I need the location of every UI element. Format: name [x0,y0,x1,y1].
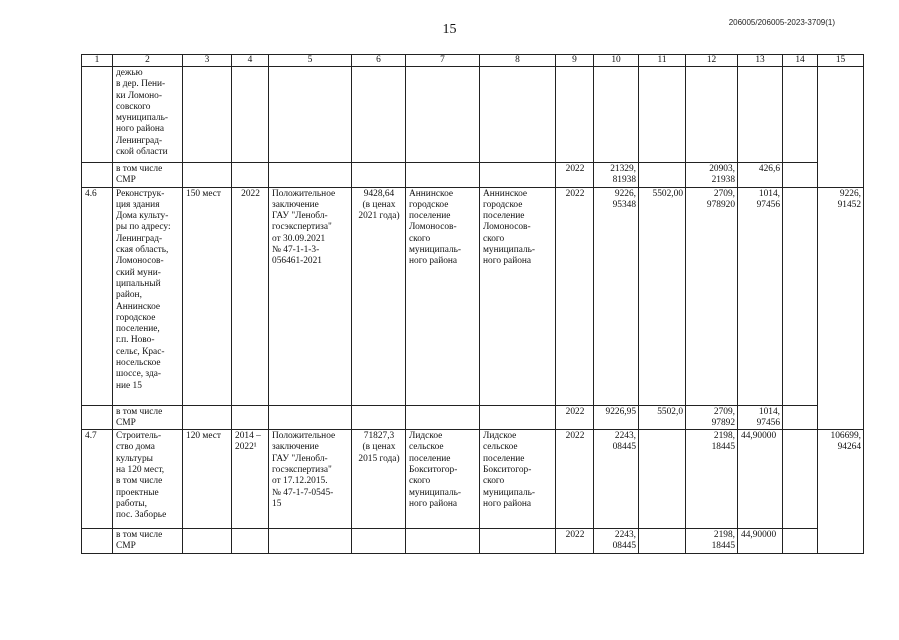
amount-cell: 2198, 18445 [686,529,738,554]
customer-cell: Лидское сельское поселение Бокситогор- ского муниципаль- ного района [406,430,480,529]
table-row-item-4-6 [82,187,864,405]
amount-cell [783,187,818,405]
column-number: 7 [406,55,480,67]
column-number: 14 [783,55,818,67]
amount-cell: 1014, 97456 [738,187,783,405]
amount-cell: 2709, 978920 [686,187,738,405]
amount-cell [783,430,818,529]
amount-cell [639,430,686,529]
column-number: 10 [594,55,639,67]
year-cell: 2022 [556,529,594,554]
cost-cell: 9428,64 (в ценах 2021 года) [352,187,406,405]
amount-cell: 5502,00 [639,187,686,405]
item-number: 4.7 [82,430,113,529]
customer-cell: Аннинское городское поселение Ломоносов- ского муниципаль- ного района [406,187,480,405]
column-number: 2 [113,55,183,67]
column-number: 8 [480,55,556,67]
column-number: 5 [269,55,352,67]
object-name-cell: дежью в дер. Пени- ки Ломоно- совского муниципаль- ного района Ленинград- ской области [113,67,183,163]
years-cell: 2014 – 2022¹ [232,430,269,529]
years-cell: 2022 [232,187,269,405]
table-row-item-4-7 [82,430,864,529]
year-cell: 2022 [556,187,594,405]
column-number: 1 [82,55,113,67]
year-cell: 2022 [556,405,594,430]
column-number: 3 [183,55,232,67]
amount-cell: 9226, 91452 [818,187,864,430]
column-number: 11 [639,55,686,67]
table-row-prev-smr [82,163,864,188]
column-number: 4 [232,55,269,67]
amount-cell: 20903, 21938 [686,163,738,188]
amount-cell: 9226, 95348 [594,187,639,405]
amount-cell: 2243, 08445 [594,430,639,529]
object-name-cell: Строитель- ство дома культуры на 120 мест, в том числе проектные работы, пос. Заборье [113,430,183,529]
amount-cell: 44,90000 [738,529,783,554]
recipient-cell: Аннинское городское поселение Ломоносов- ского муниципаль- ного района [480,187,556,405]
column-number: 15 [818,55,864,67]
amount-cell: 9226,95 [594,405,639,430]
amount-cell: 2198, 18445 [686,430,738,529]
smr-label: в том числе СМР [113,405,183,430]
smr-label: в том числе СМР [113,163,183,188]
amount-cell: 106699, 94264 [818,430,864,554]
capacity-cell: 120 мест [183,430,232,529]
expertise-cell: Положительное заключение ГАУ "Ленобл- госэкспертиза" от 17.12.2015. № 47-1-7-0545- 15 [269,430,352,529]
amount-cell: 5502,0 [639,405,686,430]
smr-label: в том числе СМР [113,529,183,554]
column-number: 6 [352,55,406,67]
item-number: 4.6 [82,187,113,405]
table-row-item-4-7-smr [82,529,864,554]
column-number-row [82,55,864,67]
amount-cell: 2243, 08445 [594,529,639,554]
recipient-cell: Лидское сельское поселение Бокситогор- ского муниципаль- ного района [480,430,556,529]
table-row-prev-continuation [82,67,864,163]
column-number: 9 [556,55,594,67]
object-name-cell: Реконструк- ция здания Дома культу- ры по адресу: Ленинград- ская область, Ломоносов- ский муни- ципальный район, Аннинское городское поселение, г.п. Ново- сельє, Крас- носельское шоссе, зда- ние 15 [113,187,183,405]
amount-cell: 426,6 [738,163,783,188]
year-cell: 2022 [556,163,594,188]
table-row-item-4-6-smr [82,405,864,430]
page-number: 15 [442,22,457,37]
amount-cell: 1014, 97456 [738,405,783,430]
capacity-cell: 150 мест [183,187,232,405]
cost-cell: 71827,3 (в ценах 2015 года) [352,430,406,529]
amount-cell: 44,90000 [738,430,783,529]
column-number: 12 [686,55,738,67]
investment-table [81,54,864,554]
year-cell: 2022 [556,430,594,529]
document-id: 206005/206005-2023-3709(1) [728,18,835,27]
column-number: 13 [738,55,783,67]
amount-cell: 21329, 81938 [594,163,639,188]
expertise-cell: Положительное заключение ГАУ "Ленобл- госэкспертиза" от 30.09.2021 № 47-1-1-3- 056461-2021 [269,187,352,405]
amount-cell: 2709, 97892 [686,405,738,430]
